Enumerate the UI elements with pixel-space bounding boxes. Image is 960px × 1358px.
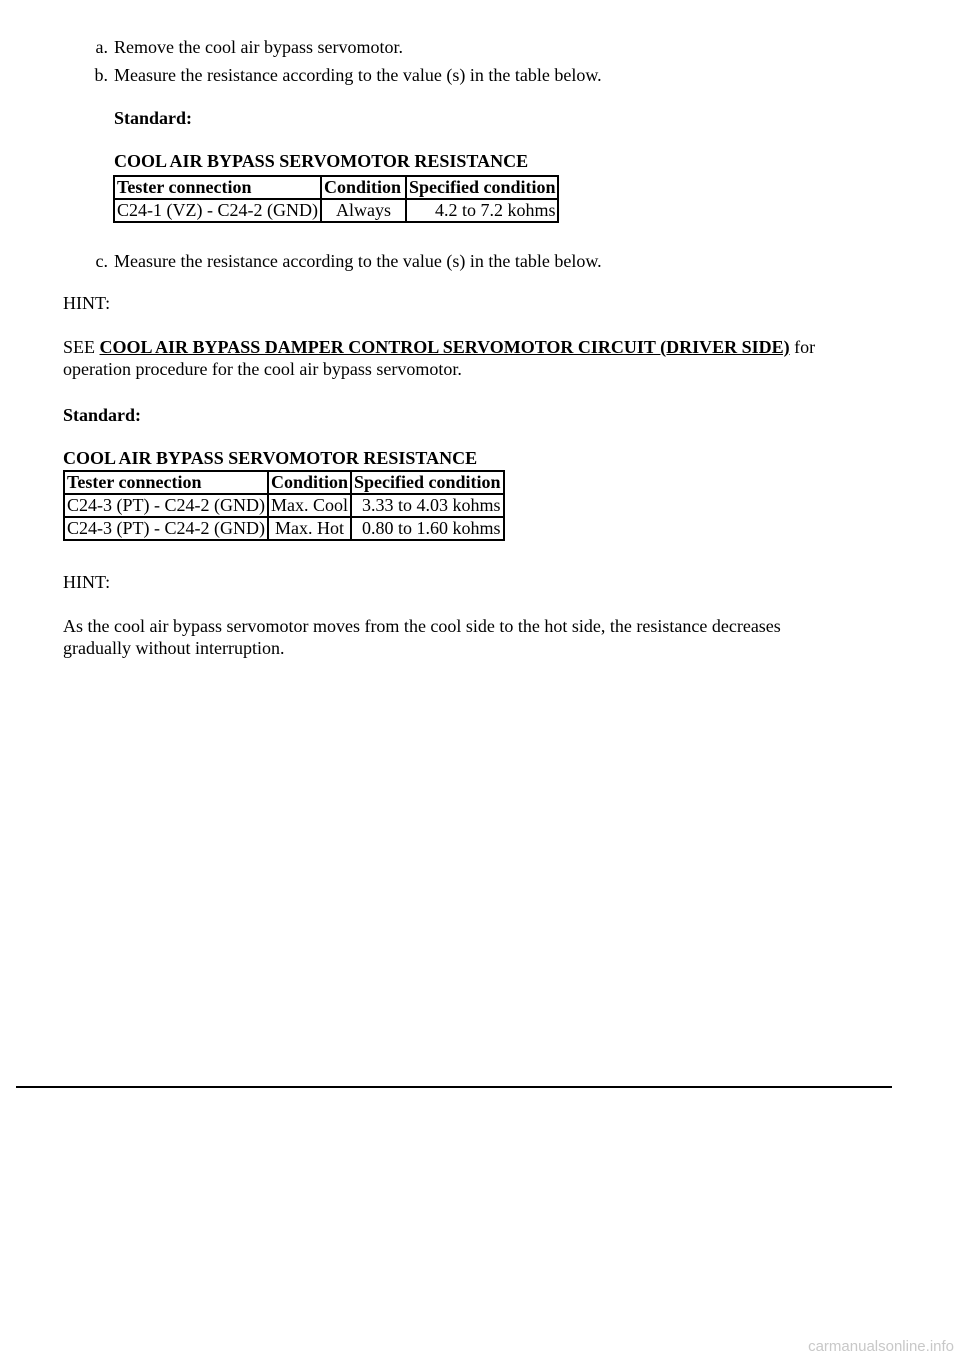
cell-specified-condition: 0.80 to 1.60 kohms (351, 517, 504, 540)
step-b-text: Measure the resistance according to the value (s) in the table below. (114, 65, 602, 85)
see-prefix: SEE (63, 337, 96, 357)
header-specified-condition: Specified condition (406, 176, 559, 199)
watermark: carmanualsonline.info (808, 1338, 954, 1355)
table-title-1: COOL AIR BYPASS SERVOMOTOR RESISTANCE (114, 151, 529, 171)
header-condition: Condition (321, 176, 406, 199)
cell-condition: Max. Cool (268, 494, 351, 517)
cell-tester-connection: C24-1 (VZ) - C24-2 (GND) (114, 199, 321, 222)
hint-label-1: HINT: (63, 293, 111, 313)
step-b-letter: b. (94, 65, 108, 85)
step-c-text: Measure the resistance according to the value (s) in the table below. (114, 251, 602, 271)
table-header-row (114, 176, 558, 199)
standard-label-2: Standard: (63, 405, 142, 425)
header-specified-condition: Specified condition (351, 471, 504, 494)
header-tester-connection: Tester connection (114, 176, 321, 199)
step-c-letter: c. (95, 251, 108, 271)
table-title-2: COOL AIR BYPASS SERVOMOTOR RESISTANCE (63, 448, 478, 468)
cell-specified-condition: 4.2 to 7.2 kohms (406, 199, 559, 222)
footer-divider (16, 1086, 892, 1088)
cell-tester-connection: C24-3 (PT) - C24-2 (GND) (64, 517, 268, 540)
step-a-text: Remove the cool air bypass servomotor. (114, 37, 403, 57)
resistance-table-1 (113, 175, 559, 223)
cell-condition: Always (321, 199, 406, 222)
table-header-row (64, 471, 504, 494)
standard-label-1: Standard: (114, 108, 193, 128)
table-row (114, 199, 558, 222)
hint-label-2: HINT: (63, 572, 111, 592)
see-reference-paragraph (63, 336, 893, 380)
cell-condition: Max. Hot (268, 517, 351, 540)
see-line-2: operation procedure for the cool air bypass servomotor. (63, 359, 462, 379)
step-a-letter: a. (95, 37, 108, 57)
cell-tester-connection: C24-3 (PT) - C24-2 (GND) (64, 494, 268, 517)
header-tester-connection: Tester connection (64, 471, 268, 494)
driver-side-circuit-link[interactable]: COOL AIR BYPASS DAMPER CONTROL SERVOMOTOR CIRCUIT (DRIVER SIDE) (99, 337, 790, 357)
hint-paragraph: As the cool air bypass servomotor moves from the cool side to the hot side, the resistance decreases gradually without interruption. (63, 616, 781, 658)
resistance-table-2 (63, 470, 505, 541)
table-row (64, 517, 504, 540)
cell-specified-condition: 3.33 to 4.03 kohms (351, 494, 504, 517)
see-suffix: for (794, 337, 816, 357)
table-row (64, 494, 504, 517)
header-condition: Condition (268, 471, 351, 494)
